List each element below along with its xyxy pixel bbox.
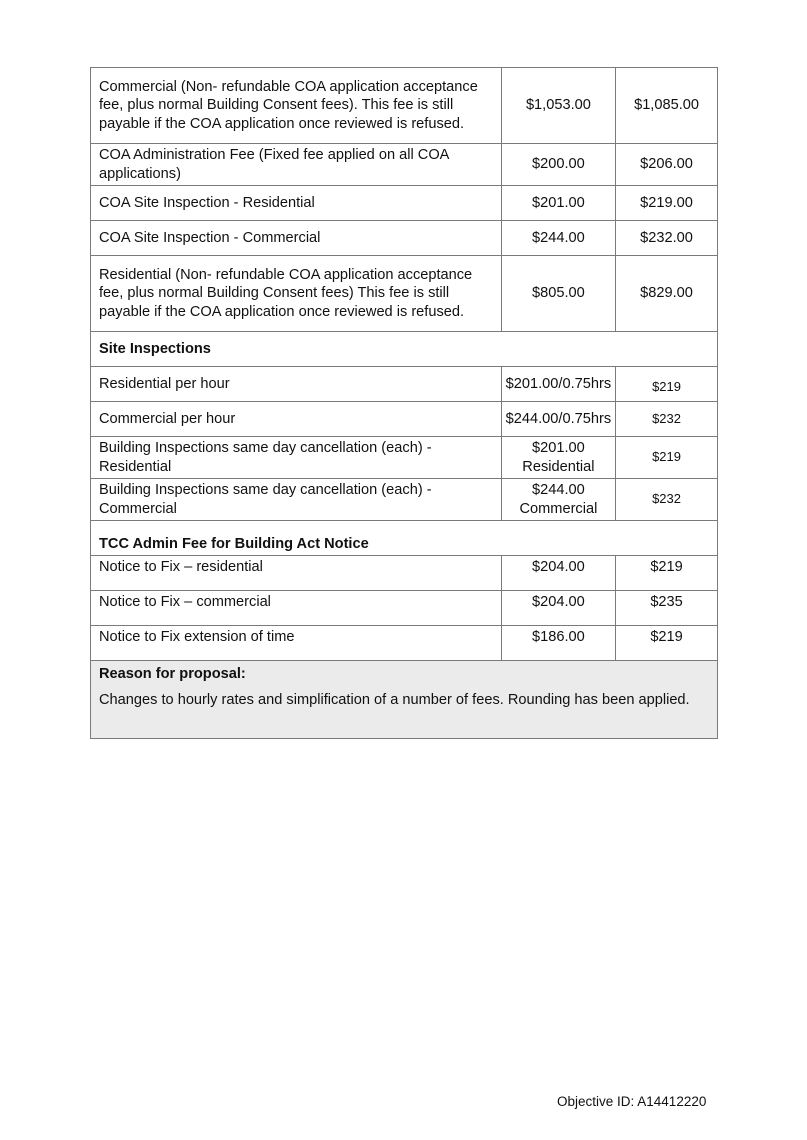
current-fee: $201.00 bbox=[501, 186, 615, 221]
proposed-fee: $232 bbox=[616, 402, 718, 437]
objective-id: Objective ID: A14412220 bbox=[557, 1094, 707, 1109]
table-row bbox=[91, 144, 718, 186]
section-heading-row bbox=[91, 521, 718, 556]
proposed-fee: $1,085.00 bbox=[616, 68, 718, 144]
proposed-fee: $219.00 bbox=[616, 186, 718, 221]
table-row bbox=[91, 402, 718, 437]
fee-description: COA Site Inspection - Commercial bbox=[91, 221, 502, 256]
fee-description: Building Inspections same day cancellation (each) - Residential bbox=[91, 437, 502, 479]
fees-table bbox=[90, 67, 718, 739]
table-row bbox=[91, 186, 718, 221]
table-row bbox=[91, 591, 718, 626]
current-fee: $1,053.00 bbox=[501, 68, 615, 144]
proposed-fee: $219 bbox=[616, 367, 718, 402]
section-heading-row bbox=[91, 332, 718, 367]
reason-for-proposal bbox=[91, 661, 718, 739]
current-fee: $186.00 bbox=[501, 626, 615, 661]
proposed-fee: $232 bbox=[616, 479, 718, 521]
section-heading: TCC Admin Fee for Building Act Notice bbox=[91, 521, 718, 556]
current-fee: $805.00 bbox=[501, 256, 615, 332]
fee-description: Residential per hour bbox=[91, 367, 502, 402]
table-row bbox=[91, 221, 718, 256]
fee-description: Commercial (Non- refundable COA application acceptance fee, plus normal Building Consent fees). This fee is still payable if the COA application once reviewed is refused. bbox=[91, 68, 502, 144]
section-heading: Site Inspections bbox=[91, 332, 718, 367]
table-row bbox=[91, 437, 718, 479]
fee-description: Commercial per hour bbox=[91, 402, 502, 437]
fee-description: Notice to Fix – commercial bbox=[91, 591, 502, 626]
fee-description: COA Site Inspection - Residential bbox=[91, 186, 502, 221]
reason-row bbox=[91, 661, 718, 739]
fee-description: Building Inspections same day cancellation (each) - Commercial bbox=[91, 479, 502, 521]
table-row bbox=[91, 479, 718, 521]
proposed-fee: $219 bbox=[616, 556, 718, 591]
current-fee: $244.00 Commercial bbox=[501, 479, 615, 521]
table-row bbox=[91, 556, 718, 591]
proposed-fee: $219 bbox=[616, 437, 718, 479]
current-fee: $244.00 bbox=[501, 221, 615, 256]
reason-text: Changes to hourly rates and simplification of a number of fees. Rounding has been applied. bbox=[99, 691, 690, 708]
current-fee: $201.00 Residential bbox=[501, 437, 615, 479]
table-row bbox=[91, 626, 718, 661]
proposed-fee: $235 bbox=[616, 591, 718, 626]
proposed-fee: $829.00 bbox=[616, 256, 718, 332]
current-fee: $204.00 bbox=[501, 556, 615, 591]
current-fee: $201.00/0.75hrs bbox=[501, 367, 615, 402]
proposed-fee: $206.00 bbox=[616, 144, 718, 186]
table-row bbox=[91, 367, 718, 402]
table-row bbox=[91, 68, 718, 144]
current-fee: $200.00 bbox=[501, 144, 615, 186]
proposed-fee: $232.00 bbox=[616, 221, 718, 256]
fee-description: Notice to Fix – residential bbox=[91, 556, 502, 591]
current-fee: $244.00/0.75hrs bbox=[501, 402, 615, 437]
fee-description: Notice to Fix extension of time bbox=[91, 626, 502, 661]
fee-description: COA Administration Fee (Fixed fee applied on all COA applications) bbox=[91, 144, 502, 186]
fee-description: Residential (Non- refundable COA application acceptance fee, plus normal Building Consent fees) This fee is still payable if the COA application once reviewed is refused. bbox=[91, 256, 502, 332]
proposed-fee: $219 bbox=[616, 626, 718, 661]
current-fee: $204.00 bbox=[501, 591, 615, 626]
reason-title: Reason for proposal: bbox=[99, 666, 246, 682]
table-row bbox=[91, 256, 718, 332]
